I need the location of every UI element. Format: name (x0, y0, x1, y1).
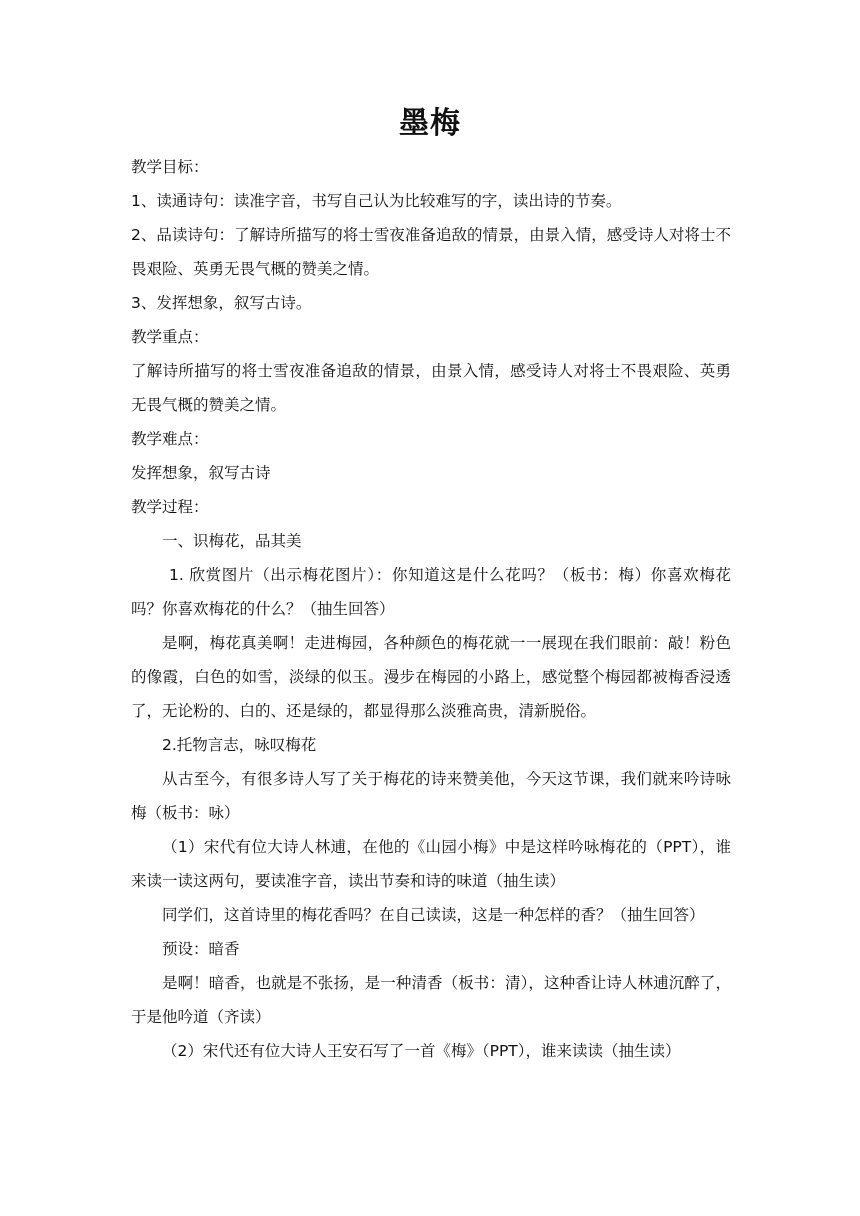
section-heading-goals: 教学目标： (131, 158, 209, 176)
difficulties-text: 发挥想象，叙写古诗 (131, 464, 271, 482)
section-heading-process: 教学过程： (131, 498, 209, 516)
goal-item-1: 1、读通诗句：读准字音，书写自己认为比较难写的字，读出诗的节奏。 (131, 192, 622, 210)
goal-item-2: 2、品读诗句：了解诗所描写的将士雪夜准备追敌的情景，由景入情，感受诗人对将士不畏艰险、英勇无畏气概的赞美之情。 (131, 226, 731, 278)
section-heading-key-points: 教学重点： (131, 328, 209, 346)
process-step-heading-1: 一、识梅花，品其美 (162, 532, 302, 550)
document-title: 墨梅 (399, 106, 461, 141)
process-paragraph-6: 预设：暗香 (162, 940, 240, 958)
process-paragraph-5: 同学们，这首诗里的梅花香吗？在自己读读，这是一种怎样的香？（抽生回答） (162, 906, 705, 924)
process-subheading-2: 2.托物言志，咏叹梅花 (162, 736, 317, 754)
process-paragraph-7: 是啊！暗香，也就是不张扬，是一种清香（板书：清），这种香让诗人林逋沉醉了，于是他吟道（齐读） (131, 974, 731, 1026)
section-heading-difficulties: 教学难点： (131, 430, 209, 448)
process-paragraph-3: 从古至今，有很多诗人写了关于梅花的诗来赞美他，今天这节课，我们就来吟诗咏梅（板书：咏） (131, 770, 731, 822)
goal-item-3: 3、发挥想象，叙写古诗。 (131, 294, 312, 312)
document-body (131, 150, 731, 1068)
process-paragraph-4: （1）宋代有位大诗人林逋，在他的《山园小梅》中是这样吟咏梅花的（PPT），谁来读一读这两句，要读准字音，读出节奏和诗的味道（抽生读） (131, 838, 731, 890)
key-points-text: 了解诗所描写的将士雪夜准备追敌的情景，由景入情，感受诗人对将士不畏艰险、英勇无畏气概的赞美之情。 (131, 362, 731, 414)
process-paragraph-1: 1. 欣赏图片（出示梅花图片）：你知道这是什么花吗？（板书：梅）你喜欢梅花吗？你喜欢梅花的什么？（抽生回答） (131, 566, 731, 618)
process-paragraph-8: （2）宋代还有位大诗人王安石写了一首《梅》（PPT），谁来读读（抽生读） (162, 1042, 681, 1060)
process-paragraph-2: 是啊，梅花真美啊！走进梅园，各种颜色的梅花就一一展现在我们眼前：敲！粉色的像霞，白色的如雪，淡绿的似玉。漫步在梅园的小路上，感觉整个梅园都被梅香浸透了，无论粉的、白的、还是绿的，都显得那么淡雅高贵，清新脱俗。 (131, 634, 731, 720)
